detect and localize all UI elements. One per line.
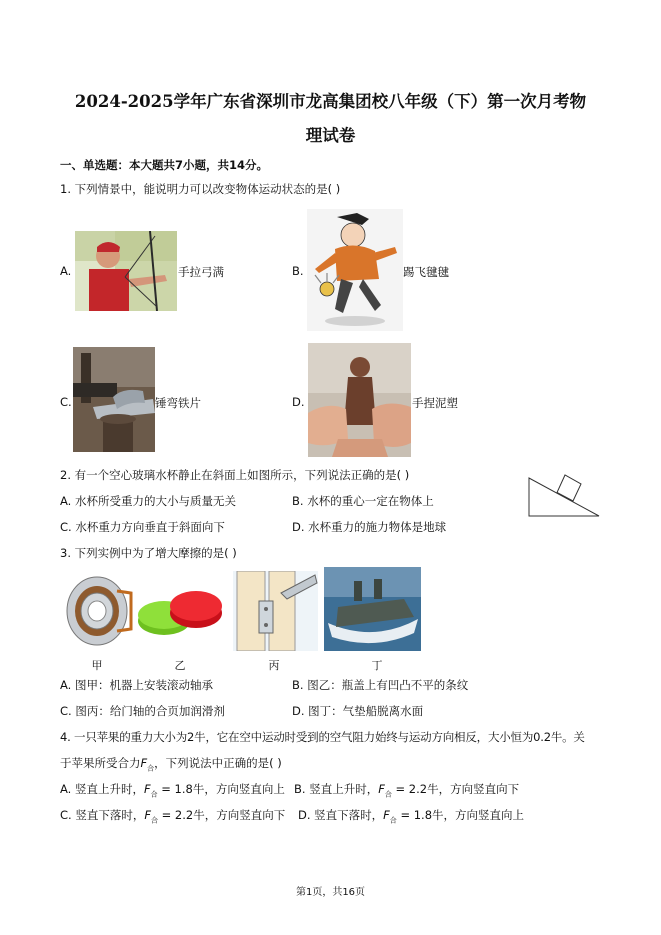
bearing-image — [61, 571, 133, 651]
hammer-metal-photo — [73, 347, 155, 452]
q3-caption-yi: 乙 — [174, 659, 186, 672]
q4-stem-part1: 于苹果所受合力 — [60, 756, 141, 770]
q3-option-d: D. 图丁：气垫船脱离水面 — [292, 704, 424, 718]
q4-stem-part2: ，下列说法中正确的是( ) — [154, 756, 282, 770]
door-hinge-image — [233, 571, 318, 651]
q1-option-d-letter: D. — [292, 395, 305, 409]
paper-title-line1: 2024-2025学年广东省深圳市龙高集团校八年级（下）第一次月考物 — [74, 92, 587, 111]
q1-stem: 1. 下列情景中，能说明力可以改变物体运动状态的是( ) — [60, 182, 341, 196]
q4-option-d: D. 竖直下落时，$F_合 = 1.8$牛，方向竖直向上 — [298, 808, 525, 825]
q4-option-c: C. 竖直下落时，$F_合 = 2.2$牛，方向竖直向下 — [60, 808, 286, 825]
shuttlecock-kick-drawing — [307, 209, 403, 331]
q1-option-a-label: 手拉弓满 — [178, 265, 224, 279]
q4-f-symbol: F — [140, 756, 148, 770]
q1-option-a-letter: A. — [60, 264, 72, 278]
q4-stem-line1: 4. 一只苹果的重力大小为2牛，它在空中运动时受到的空气阻力始终与运动方向相反，大小恒为0.2牛。关 — [60, 730, 585, 744]
incline-cup-diagram — [525, 468, 603, 520]
q4-stem-line2 — [60, 755, 282, 773]
q1-option-b-label: 踢飞毽毽 — [403, 265, 449, 279]
q4-f-subscript: 合 — [147, 764, 155, 773]
q1-option-d-label: 手捏泥塑 — [412, 396, 458, 410]
q3-caption-ding: 丁 — [371, 659, 383, 672]
q2-option-d: D. 水杯重力的施力物体是地球 — [292, 520, 447, 534]
q2-option-b: B. 水杯的重心一定在物体上 — [292, 494, 434, 508]
q1-option-b-letter: B. — [292, 264, 304, 278]
q1-option-c-label: 锤弯铁片 — [155, 396, 201, 410]
q2-option-c: C. 水杯重力方向垂直于斜面向下 — [60, 520, 225, 534]
q3-caption-bing: 丙 — [268, 659, 280, 672]
page-footer: 第1页，共16页 — [295, 887, 366, 898]
q1-option-c-letter: C. — [60, 395, 72, 409]
paper-title-line2: 理试卷 — [305, 126, 356, 145]
q2-stem: 2. 有一个空心玻璃水杯静止在斜面上如图所示，下列说法正确的是( ) — [60, 468, 410, 482]
q3-option-a: A. 图甲：机器上安装滚动轴承 — [60, 678, 213, 692]
q3-option-c: C. 图丙：给门轴的合页加润滑剂 — [60, 704, 225, 718]
section-heading: 一、单选题：本大题共7小题，共14分。 — [60, 158, 269, 172]
bottle-caps-image — [134, 585, 226, 645]
hovercraft-image — [324, 567, 421, 651]
q4-option-b: B. 竖直上升时，$F_合 = 2.2$牛，方向竖直向下 — [294, 782, 520, 799]
q3-stem: 3. 下列实例中为了增大摩擦的是( ) — [60, 546, 237, 560]
q2-option-a: A. 水杯所受重力的大小与质量无关 — [60, 494, 236, 508]
q4-option-a: A. 竖直上升时，$F_合 = 1.8$牛，方向竖直向上 — [60, 782, 285, 799]
q3-option-b: B. 图乙：瓶盖上有凹凸不平的条纹 — [292, 678, 469, 692]
q3-caption-jia: 甲 — [91, 659, 103, 672]
archer-photo — [75, 231, 177, 311]
clay-sculpture-photo — [308, 343, 411, 457]
